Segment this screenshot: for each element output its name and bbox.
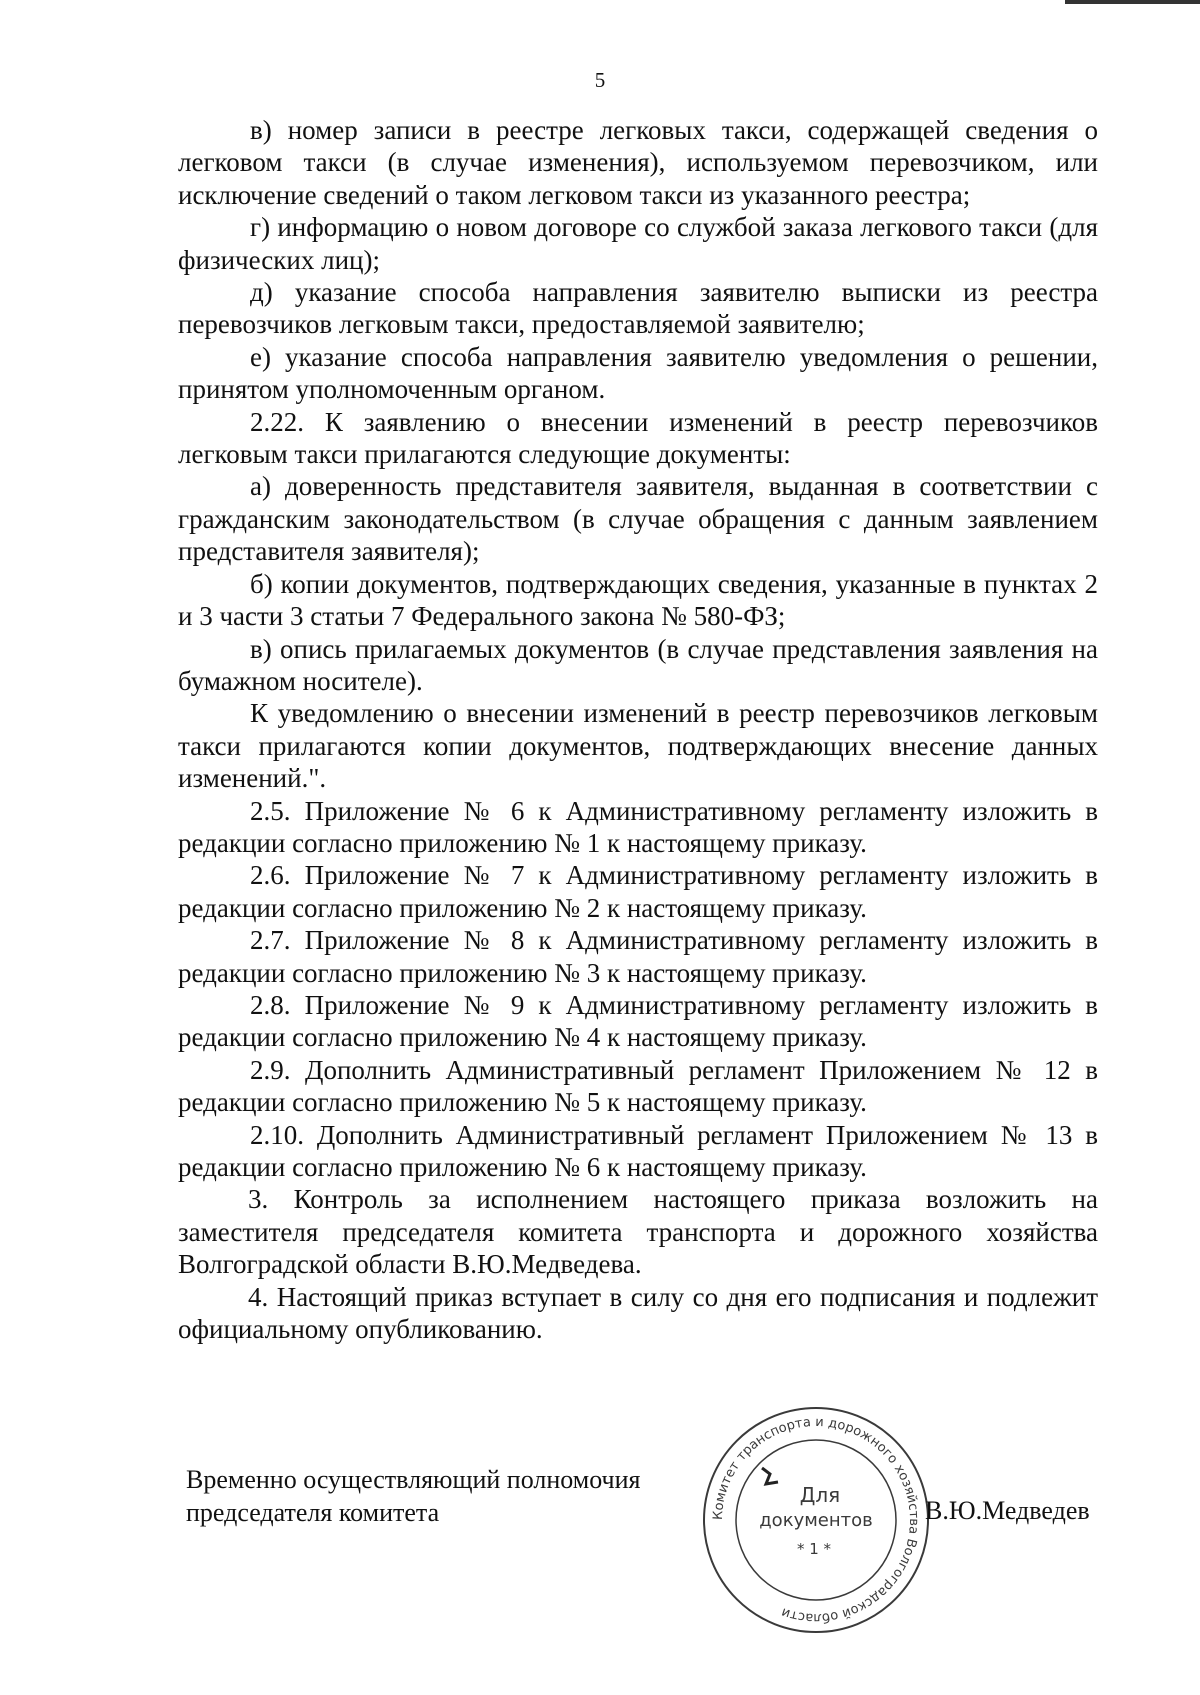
signer-name: В.Ю.Медведев xyxy=(925,1496,1090,1525)
paragraph-item-v: в) номер записи в реестре легковых такси, содержащей сведения о легковом такси (в случае изменения), используемом перевозчиком, или исключение сведений о таком легковом такси из указанного реестра; xyxy=(178,115,1098,210)
seal-center-line3: * 1 * xyxy=(796,1540,832,1558)
paragraph-2-22: 2.22. К заявлению о внесении изменений в реестр перевозчиков легковым такси прилагаются следующие документы: xyxy=(178,406,1098,470)
paragraph-item-d: д) указание способа направления заявителю выписки из реестра перевозчиков легковым такси, предоставляемой заявителю; xyxy=(178,277,1098,340)
seal-center-line2: документов xyxy=(759,1510,873,1531)
paragraph-notice: К уведомлению о внесении изменений в реестр перевозчиков легковым такси прилагаются копии документов, подтверждающих внесение данных изменений.". xyxy=(178,698,1098,794)
paragraph-item-a: а) доверенность представителя заявителя, выданная в соответствии с гражданским законодательством (в случае обращения с данным заявлением представителя заявителя); xyxy=(178,471,1098,567)
paragraph-item-b: б) копии документов, подтверждающих сведения, указанные в пунктах 2 и 3 части 3 статьи 7 Федерального закона № 580-ФЗ; xyxy=(178,568,1098,632)
seal-ring-text: Комитет транспорта и дорожного хозяйства Волгоградской области xyxy=(710,1414,922,1626)
official-seal-stamp xyxy=(700,1404,932,1636)
paragraph-item-e: е) указание способа направления заявителю уведомления о решении, принятом уполномоченным органом. xyxy=(178,341,1098,405)
paragraph-4: 4. Настоящий приказ вступает в силу со дня его подписания и подлежит официальному опубликованию. xyxy=(178,1281,1098,1345)
signature-block xyxy=(186,1463,641,1529)
paragraph-item-v2: в) опись прилагаемых документов (в случае представления заявления на бумажном носителе). xyxy=(178,633,1098,696)
document-body xyxy=(178,114,1098,1345)
page-number: 5 xyxy=(594,68,606,92)
signature-mark xyxy=(762,1468,778,1484)
paragraph-2-5: 2.5. Приложение № 6 к Административному регламенту изложить в редакции согласно приложению № 1 к настоящему приказу. xyxy=(178,795,1098,858)
paragraph-2-6: 2.6. Приложение № 7 к Административному регламенту изложить в редакции согласно приложению № 2 к настоящему приказу. xyxy=(178,860,1098,923)
paragraph-item-g: г) информацию о новом договоре со службой заказа легкового такси (для физических лиц); xyxy=(178,212,1098,275)
seal-center-line1: Для xyxy=(799,1483,841,1507)
signer-title-line1: Временно осуществляющий полномочия xyxy=(186,1465,641,1494)
paragraph-3: 3. Контроль за исполнением настоящего приказа возложить на заместителя председателя комитета транспорта и дорожного хозяйства Волгоградской области В.Ю.Медведева. xyxy=(178,1184,1098,1280)
signer-title-line2: председателя комитета xyxy=(186,1498,440,1527)
paragraph-2-9: 2.9. Дополнить Административный регламент Приложением № 12 в редакции согласно приложению № 5 к настоящему приказу. xyxy=(178,1054,1098,1118)
paragraph-2-8: 2.8. Приложение № 9 к Административному регламенту изложить в редакции согласно приложению № 4 к настоящему приказу. xyxy=(178,989,1098,1053)
top-edge-rule xyxy=(1065,0,1200,4)
paragraph-2-7: 2.7. Приложение № 8 к Административному регламенту изложить в редакции согласно приложению № 3 к настоящему приказу. xyxy=(178,925,1098,988)
paragraph-2-10: 2.10. Дополнить Административный регламент Приложением № 13 в редакции согласно приложению № 6 к настоящему приказу. xyxy=(178,1119,1098,1182)
